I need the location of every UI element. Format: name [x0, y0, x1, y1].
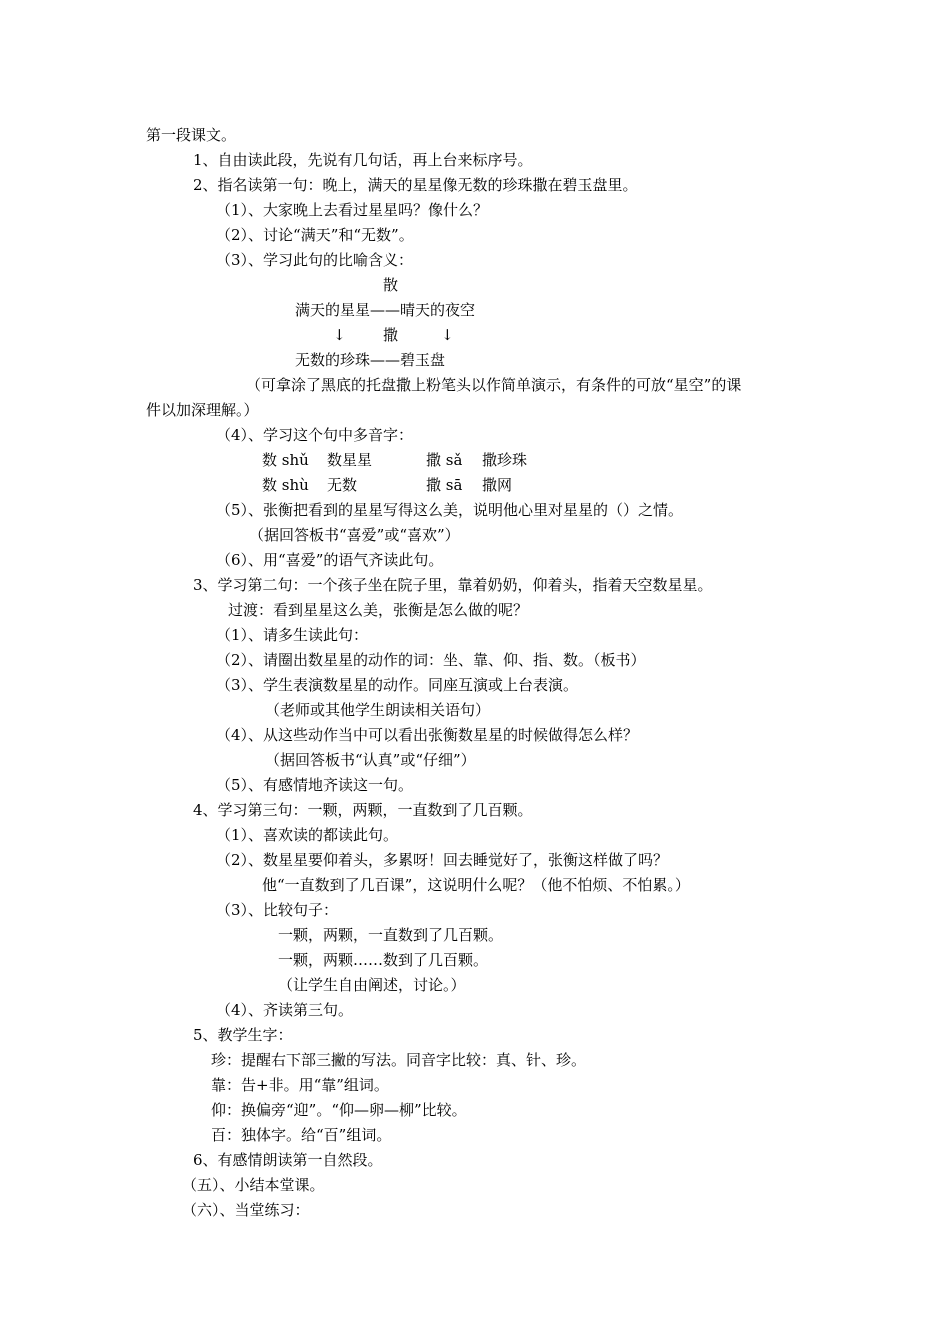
text-line: 满天的星星——晴天的夜空	[295, 301, 476, 319]
character-note	[211, 1100, 467, 1120]
text-line: （老师或其他学生朗读相关语句）	[265, 701, 491, 719]
step-3	[193, 575, 713, 595]
diagram-label	[383, 275, 398, 295]
note-continued	[146, 400, 259, 420]
text-line: 百：独体字。给“百”组词。	[211, 1126, 392, 1144]
character-note	[211, 1075, 389, 1095]
text-line: （2）、数星星要仰着头，多累呀！回去睡觉好了，张衡这样做了吗？	[216, 851, 669, 869]
text-line: 第一段课文。	[146, 126, 237, 144]
character-note	[211, 1125, 391, 1145]
sub-item	[216, 550, 443, 570]
text-line: 他“一直数到了几百课”，这说明什么呢？（他不怕烦、不怕累。）	[262, 876, 690, 894]
text-line: （2）、讨论“满天”和“无数”。	[216, 226, 414, 244]
text-line: 珍：提醒右下部三撇的写法。同音字比较：真、针、珍。	[211, 1051, 587, 1069]
down-arrow-icon	[441, 325, 454, 345]
text-line: （3）、学习此句的比喻含义：	[216, 251, 414, 269]
text-line: 数 shǔ	[262, 451, 309, 469]
sub-item	[216, 850, 668, 870]
note	[249, 525, 460, 545]
text-line: 5、教学生字：	[193, 1026, 293, 1044]
text-line: （据回答板书“喜爱”或“喜欢”）	[249, 526, 460, 544]
text-line: 无数的珍珠——碧玉盘	[295, 351, 446, 369]
note	[265, 750, 476, 770]
text-line: （让学生自由阐述，讨论。）	[278, 976, 466, 994]
sub-item	[216, 650, 646, 670]
text-line: 撒 sā	[426, 476, 463, 494]
note	[265, 700, 490, 720]
sub-item	[216, 250, 413, 270]
text-line: （2）、请圈出数星星的动作的词：坐、靠、仰、指、数。（板书）	[216, 651, 646, 669]
note	[246, 375, 741, 395]
text-line: （4）、学习这个句中多音字：	[216, 426, 414, 444]
text-line: 一颗，两颗，一直数到了几百颗。	[278, 926, 504, 944]
example-sentence	[278, 925, 503, 945]
text-line: 件以加深理解。）	[146, 401, 259, 419]
sub-item	[216, 825, 398, 845]
sub-item	[216, 725, 638, 745]
text-line: 2、指名读第一句：晚上，满天的星星像无数的珍珠撒在碧玉盘里。	[193, 176, 638, 194]
pinyin-entry	[262, 450, 309, 470]
text-line: 1、自由读此段，先说有几句话，再上台来标序号。	[193, 151, 533, 169]
text-line: （5）、张衡把看到的星星写得这么美，说明他心里对星星的（）之情。	[216, 501, 684, 519]
step-2	[193, 175, 638, 195]
text-line: 撒 sǎ	[426, 451, 463, 469]
text-line: 撒网	[482, 476, 513, 494]
text-line: （4）、从这些动作当中可以看出张衡数星星的时候做得怎么样？	[216, 726, 639, 744]
note	[278, 975, 466, 995]
pinyin-entry	[426, 475, 462, 495]
text-line: 过渡：看到星星这么美，张衡是怎么做的呢？	[228, 601, 529, 619]
text-line: （可拿涂了黑底的托盘撒上粉笔头以作简单演示，有条件的可放“星空”的课	[246, 376, 742, 394]
character-note	[211, 1050, 586, 1070]
text-line: ↓	[441, 326, 454, 344]
section-6	[182, 1200, 310, 1220]
sub-item	[216, 900, 338, 920]
diagram-label	[383, 325, 398, 345]
text-line: 无数	[327, 476, 358, 494]
text-line: （4）、齐读第三句。	[216, 1001, 354, 1019]
text-line: 3、学习第二句：一个孩子坐在院子里，靠着奶奶，仰着头，指着天空数星星。	[193, 576, 713, 594]
section-5	[182, 1175, 325, 1195]
sub-item	[216, 225, 414, 245]
sub-item	[216, 675, 578, 695]
sub-item	[216, 500, 683, 520]
sub-item	[216, 775, 413, 795]
word-entry	[327, 450, 372, 470]
text-line: 6、有感情朗读第一自然段。	[193, 1151, 383, 1169]
pinyin-entry	[262, 475, 309, 495]
text-line: （3）、学生表演数星星的动作。同座互演或上台表演。	[216, 676, 579, 694]
text-line: 4、学习第三句：一颗，两颗，一直数到了几百颗。	[193, 801, 533, 819]
text-line: （1）、大家晚上去看过星星吗？像什么？	[216, 201, 489, 219]
example-sentence	[278, 950, 488, 970]
sub-item	[216, 625, 368, 645]
sub-item	[216, 425, 413, 445]
section-heading	[146, 125, 236, 145]
down-arrow-icon	[333, 325, 346, 345]
text-line: （1）、喜欢读的都读此句。	[216, 826, 399, 844]
text-line: 撒	[383, 326, 399, 344]
text-line: 散	[383, 276, 399, 294]
text-line: ↓	[333, 326, 346, 344]
text-line: （1）、请多生读此句：	[216, 626, 369, 644]
transition	[228, 600, 528, 620]
text-line: 靠：告+非。用“靠”组词。	[211, 1076, 389, 1094]
text-line: （五）、小结本堂课。	[182, 1176, 325, 1194]
sub-item	[216, 1000, 353, 1020]
text-line: （3）、比较句子：	[216, 901, 339, 919]
text-line: 数星星	[327, 451, 373, 469]
text-line: 撒珍珠	[482, 451, 528, 469]
diagram-row	[295, 300, 475, 320]
text-line: 仰：换偏旁“迎”。“仰—卵—柳”比较。	[211, 1101, 467, 1119]
text-line: （六）、当堂练习：	[182, 1201, 310, 1219]
text-line: （据回答板书“认真”或“仔细”）	[265, 751, 476, 769]
continuation	[262, 875, 690, 895]
word-entry	[482, 450, 527, 470]
text-line: 数 shù	[262, 476, 309, 494]
step-6	[193, 1150, 383, 1170]
pinyin-entry	[426, 450, 462, 470]
step-5	[193, 1025, 293, 1045]
text-line: （5）、有感情地齐读这一句。	[216, 776, 414, 794]
diagram-row	[295, 350, 445, 370]
text-line: 一颗，两颗……数到了几百颗。	[278, 951, 489, 969]
text-line: （6）、用“喜爱”的语气齐读此句。	[216, 551, 444, 569]
word-entry	[327, 475, 357, 495]
step-4	[193, 800, 533, 820]
sub-item	[216, 200, 488, 220]
step-1	[193, 150, 533, 170]
word-entry	[482, 475, 512, 495]
